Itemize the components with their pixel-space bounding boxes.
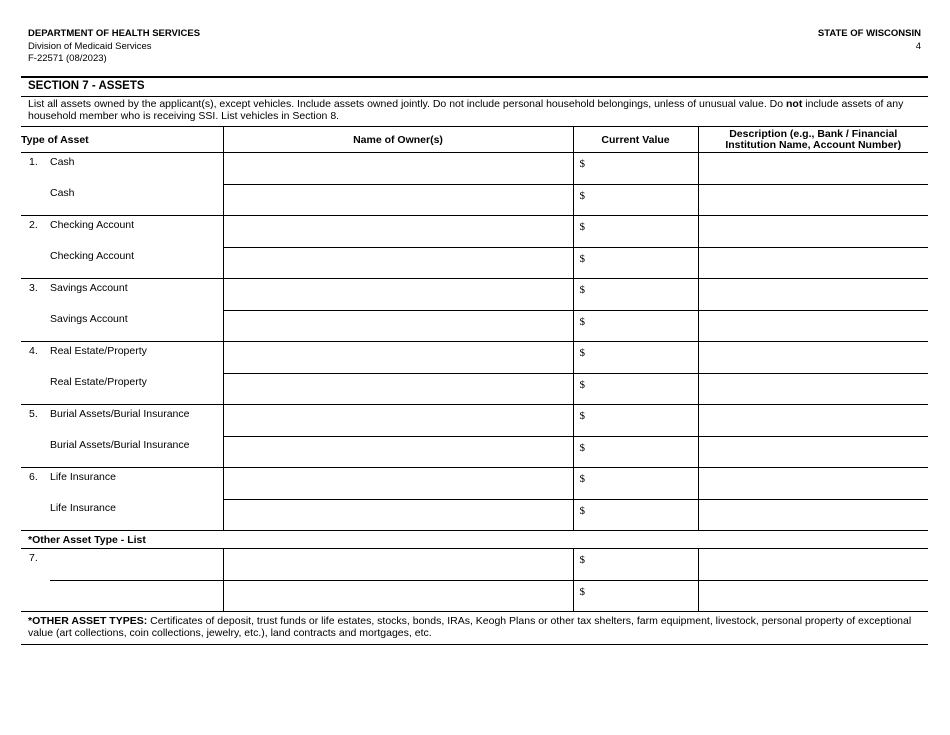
asset-number: 4. (29, 345, 38, 357)
column-header-type: Type of Asset (21, 127, 223, 153)
asset-row (21, 247, 928, 279)
page-number: 4 (915, 40, 921, 52)
description-field[interactable] (698, 153, 928, 185)
owner-name-field[interactable] (223, 499, 573, 531)
other-asset-row (21, 549, 928, 581)
description-field[interactable] (698, 468, 928, 500)
section-title: SECTION 7 - ASSETS (28, 80, 145, 92)
state-name: STATE OF WISCONSIN (817, 28, 921, 39)
asset-type-cell (50, 468, 223, 500)
description-field[interactable] (698, 247, 928, 279)
dollar-sign: $ (579, 504, 585, 517)
asset-type-label: Burial Assets/Burial Insurance (50, 439, 190, 451)
dollar-sign: $ (579, 158, 585, 170)
instructions-emphasis: not (786, 98, 803, 110)
asset-type-cell (50, 499, 223, 531)
asset-row (21, 279, 928, 311)
column-header-description (698, 127, 928, 153)
asset-type-label: Checking Account (50, 250, 135, 262)
current-value-field[interactable] (573, 184, 698, 216)
description-field[interactable] (698, 310, 928, 342)
asset-type-cell (50, 342, 223, 374)
asset-type-cell (50, 153, 223, 185)
form-header-right (818, 28, 921, 53)
asset-row (21, 373, 928, 405)
asset-type-label: Checking Account (50, 219, 135, 231)
dollar-sign: $ (579, 252, 585, 265)
section-top-rule (21, 76, 928, 78)
assets-table-header (21, 127, 928, 153)
asset-type-cell (50, 184, 223, 216)
instructions-part-2: include assets of any household member who is receiving SSI. List vehicles in Section 8. (28, 98, 904, 122)
owner-name-field[interactable] (223, 580, 573, 612)
dollar-sign: $ (579, 410, 585, 422)
owner-name-field[interactable] (223, 373, 573, 405)
asset-type-label: Savings Account (50, 282, 128, 294)
description-field[interactable] (698, 549, 928, 581)
dollar-sign: $ (579, 347, 585, 359)
description-field[interactable] (698, 580, 928, 612)
description-field[interactable] (698, 436, 928, 468)
dollar-sign: $ (579, 554, 585, 566)
other-asset-type-field[interactable] (50, 549, 223, 581)
current-value-field[interactable] (573, 342, 698, 374)
asset-type-cell (50, 216, 223, 248)
owner-name-field[interactable] (223, 184, 573, 216)
asset-number: 7. (29, 552, 38, 564)
dollar-sign: $ (579, 221, 585, 233)
division-name: Division of Medicaid Services (28, 40, 152, 52)
current-value-field[interactable] (573, 405, 698, 437)
dollar-sign: $ (579, 189, 585, 202)
owner-name-field[interactable] (223, 342, 573, 374)
asset-type-cell (50, 436, 223, 468)
form-header-left (28, 28, 200, 66)
description-field[interactable] (698, 499, 928, 531)
department-name: DEPARTMENT OF HEALTH SERVICES (28, 28, 201, 39)
asset-type-label: Savings Account (50, 313, 128, 325)
dollar-sign: $ (579, 284, 585, 296)
asset-row (21, 216, 928, 248)
current-value-field[interactable] (573, 373, 698, 405)
asset-number-cell (21, 580, 50, 612)
asset-row (21, 499, 928, 531)
owner-name-field[interactable] (223, 549, 573, 581)
asset-type-cell (50, 405, 223, 437)
section-instructions (28, 98, 923, 122)
asset-type-cell (50, 247, 223, 279)
other-asset-types-note (28, 615, 923, 639)
other-asset-types-label: *OTHER ASSET TYPES: (28, 615, 148, 627)
asset-type-label: Real Estate/Property (50, 345, 147, 357)
instructions-part-1: List all assets owned by the applicant(s), except vehicles. Include assets owned jointly. Do not include personal household belongings, unless of unusual value. Do (28, 98, 787, 110)
section-title-rule (21, 96, 928, 97)
current-value-field[interactable] (573, 279, 698, 311)
owner-name-field[interactable] (223, 279, 573, 311)
asset-row (21, 184, 928, 216)
asset-type-label: Real Estate/Property (50, 376, 147, 388)
current-value-field[interactable] (573, 436, 698, 468)
owner-name-field[interactable] (223, 405, 573, 437)
asset-type-label: Cash (50, 187, 75, 199)
asset-row (21, 468, 928, 500)
asset-number: 3. (29, 282, 38, 294)
asset-number-cell (21, 549, 50, 581)
owner-name-field[interactable] (223, 153, 573, 185)
other-asset-row (21, 580, 928, 612)
other-asset-type-field[interactable] (50, 580, 223, 612)
description-field[interactable] (698, 184, 928, 216)
column-header-value: Current Value (573, 127, 698, 153)
asset-type-cell (50, 373, 223, 405)
asset-row (21, 405, 928, 437)
owner-name-field[interactable] (223, 216, 573, 248)
asset-row (21, 342, 928, 374)
asset-type-label: Life Insurance (50, 471, 116, 483)
assets-table-body (21, 153, 928, 612)
asset-row (21, 310, 928, 342)
description-header-line-1: Description (e.g., Bank / Financial (729, 127, 898, 140)
asset-row (21, 153, 928, 185)
owner-name-field[interactable] (223, 468, 573, 500)
owner-name-field[interactable] (223, 436, 573, 468)
assets-table (21, 127, 928, 612)
asset-number: 6. (29, 471, 38, 483)
current-value-field[interactable] (573, 153, 698, 185)
current-value-field[interactable] (573, 468, 698, 500)
current-value-field[interactable] (573, 580, 698, 612)
footer-rule (21, 644, 928, 645)
asset-type-cell (50, 279, 223, 311)
asset-number: 2. (29, 219, 38, 231)
owner-name-field[interactable] (223, 310, 573, 342)
asset-row (21, 436, 928, 468)
current-value-field[interactable] (573, 549, 698, 581)
dollar-sign: $ (579, 378, 585, 391)
current-value-field[interactable] (573, 499, 698, 531)
description-field[interactable] (698, 279, 928, 311)
asset-number: 5. (29, 408, 38, 420)
description-field[interactable] (698, 405, 928, 437)
current-value-field[interactable] (573, 310, 698, 342)
dollar-sign: $ (579, 585, 585, 598)
current-value-field[interactable] (573, 247, 698, 279)
other-asset-types-text: Certificates of deposit, trust funds or life estates, stocks, bonds, IRAs, Keogh Plans or other tax shelters, farm equipment, livestock, personal property of exceptional value (art collections, coin collections, jewelry, etc.), land contracts and mortgages, etc. (28, 615, 912, 639)
dollar-sign: $ (579, 441, 585, 454)
asset-number: 1. (29, 156, 38, 168)
column-header-owner: Name of Owner(s) (223, 127, 573, 153)
asset-type-label: Burial Assets/Burial Insurance (50, 408, 190, 420)
description-field[interactable] (698, 342, 928, 374)
other-asset-heading: *Other Asset Type - List (21, 531, 928, 549)
description-field[interactable] (698, 216, 928, 248)
asset-type-label: Life Insurance (50, 502, 116, 514)
asset-type-label: Cash (50, 156, 75, 168)
owner-name-field[interactable] (223, 247, 573, 279)
dollar-sign: $ (579, 315, 585, 328)
dollar-sign: $ (579, 473, 585, 485)
description-field[interactable] (698, 373, 928, 405)
description-header-line-2: Institution Name, Account Number) (725, 138, 902, 151)
asset-type-cell (50, 310, 223, 342)
form-number: F-22571 (08/2023) (28, 53, 107, 64)
other-asset-heading-row (21, 531, 928, 549)
current-value-field[interactable] (573, 216, 698, 248)
